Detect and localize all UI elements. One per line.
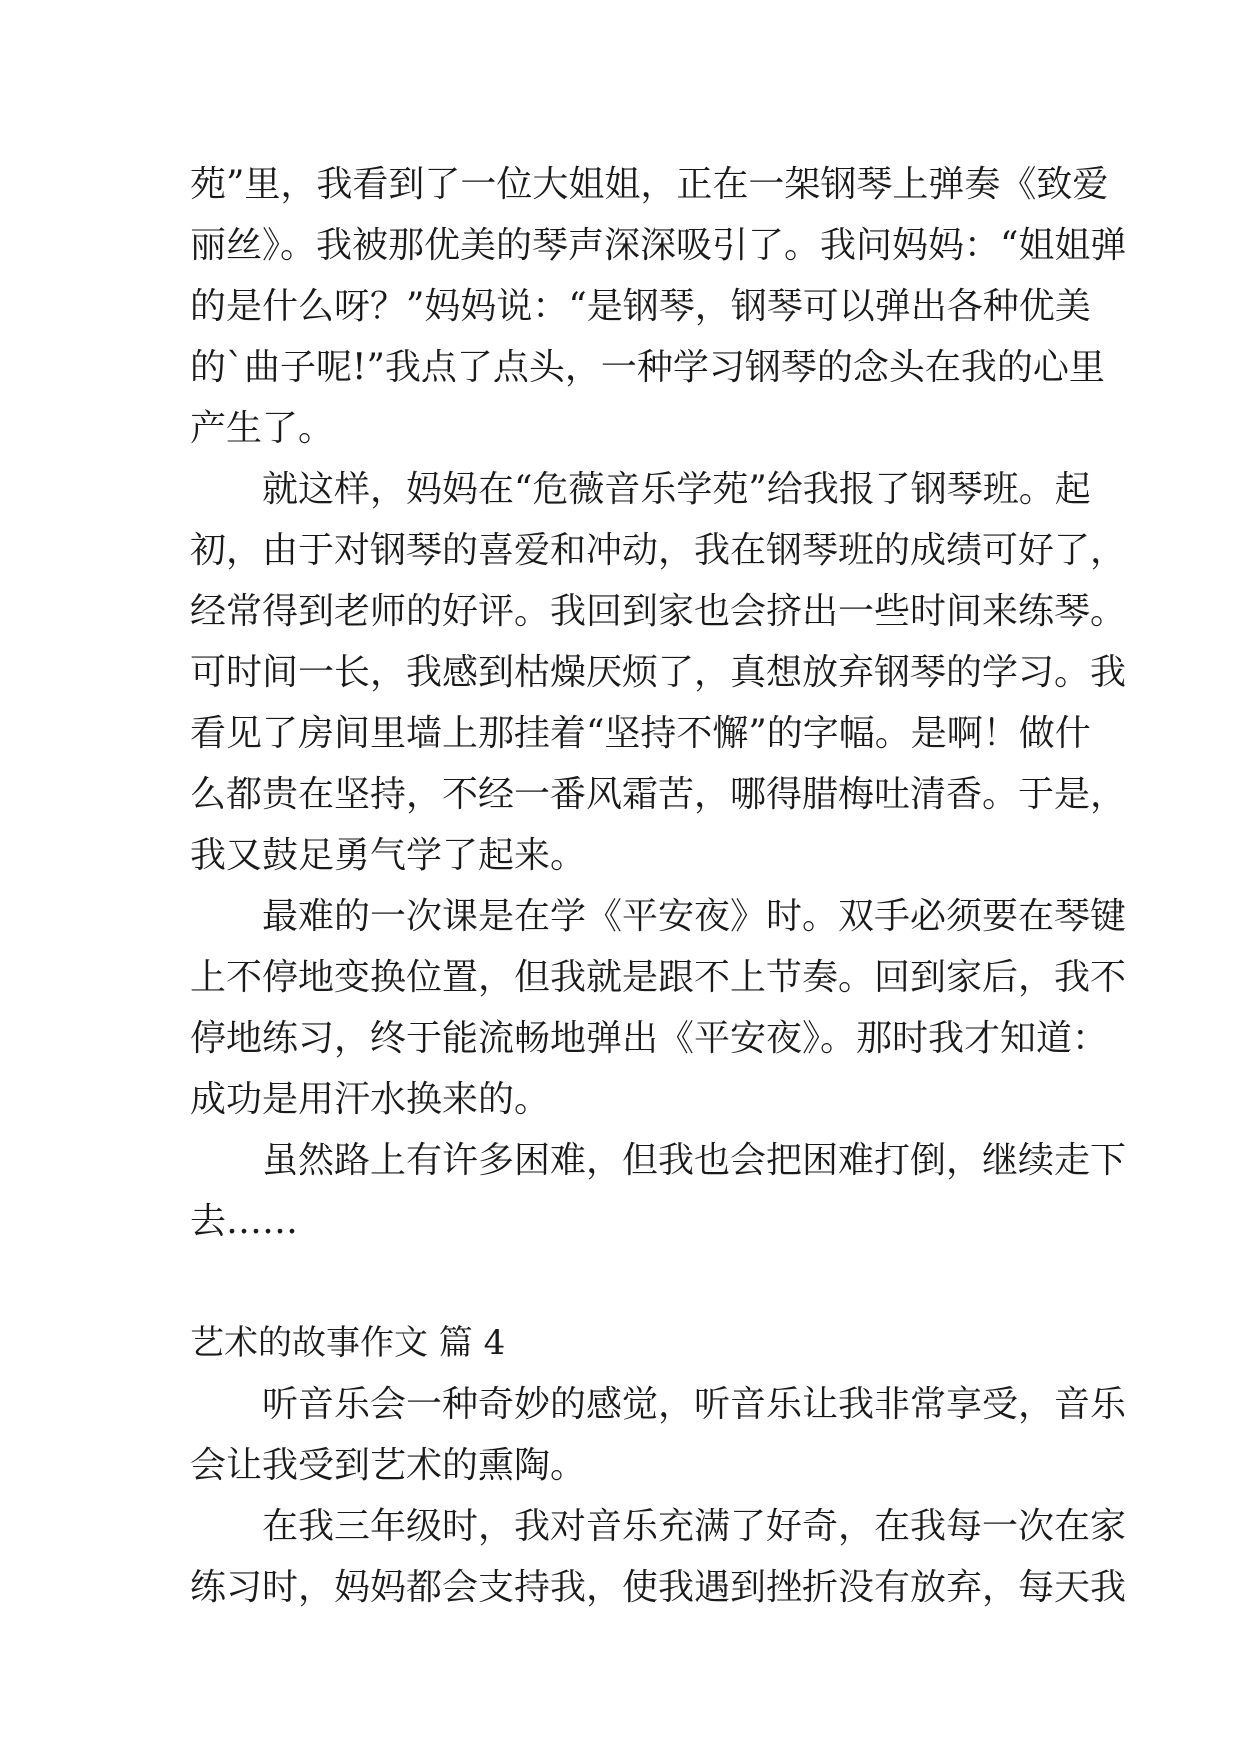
text-line: 产生了。 <box>190 408 335 449</box>
text-line: 去…… <box>190 1201 299 1242</box>
text-line: 的是什么呀？”妈妈说：“是钢琴，钢琴可以弹出各种优美 <box>190 286 1091 327</box>
text-line: 练习时，妈妈都会支持我，使我遇到挫折没有放弃，每天我 <box>190 1567 1127 1608</box>
text-line: 丽丝》。我被那优美的琴声深深吸引了。我问妈妈：“姐姐弹 <box>190 225 1127 266</box>
text-line: 我又鼓足勇气学了起来。 <box>190 835 587 876</box>
text-line: 停地练习，终于能流畅地弹出《平安夜》。那时我才知道： <box>190 1018 1109 1059</box>
text-line: 的`曲子呢!”我点了点头，一种学习钢琴的念头在我的心里 <box>190 347 1105 388</box>
section-heading: 艺术的故事作文 篇 4 <box>190 1323 506 1363</box>
text-line: 么都贵在坚持，不经一番风霜苦，哪得腊梅吐清香。于是， <box>190 774 1127 815</box>
text-line: 在我三年级时，我对音乐充满了好奇，在我每一次在家 <box>262 1506 1127 1547</box>
text-line: 看见了房间里墙上那挂着“坚持不懈”的字幅。是啊！做什 <box>190 713 1091 754</box>
document-body <box>190 154 1127 1618</box>
text-line: 听音乐会一种奇妙的感觉，听音乐让我非常享受，音乐 <box>262 1384 1127 1425</box>
text-line: 可时间一长，我感到枯燥厌烦了，真想放弃钢琴的学习。我 <box>190 652 1127 693</box>
text-line: 经常得到老师的好评。我回到家也会挤出一些时间来练琴。 <box>190 591 1127 632</box>
text-line: 就这样，妈妈在“危薇音乐学苑”给我报了钢琴班。起 <box>262 469 1091 510</box>
text-line: 成功是用汗水换来的。 <box>190 1079 551 1120</box>
spacer <box>190 1252 1070 1313</box>
text-line: 虽然路上有许多困难，但我也会把困难打倒，继续走下 <box>262 1140 1127 1181</box>
text-line: 最难的一次课是在学《平安夜》时。双手必须要在琴键 <box>262 896 1127 937</box>
text-line: 上不停地变换位置，但我就是跟不上节奏。回到家后，我不 <box>190 957 1127 998</box>
text-line: 初，由于对钢琴的喜爱和冲动，我在钢琴班的成绩可好了， <box>190 530 1127 571</box>
text-line: 苑”里，我看到了一位大姐姐，正在一架钢琴上弹奏《致爱 <box>190 164 1109 205</box>
text-line: 会让我受到艺术的熏陶。 <box>190 1445 587 1486</box>
